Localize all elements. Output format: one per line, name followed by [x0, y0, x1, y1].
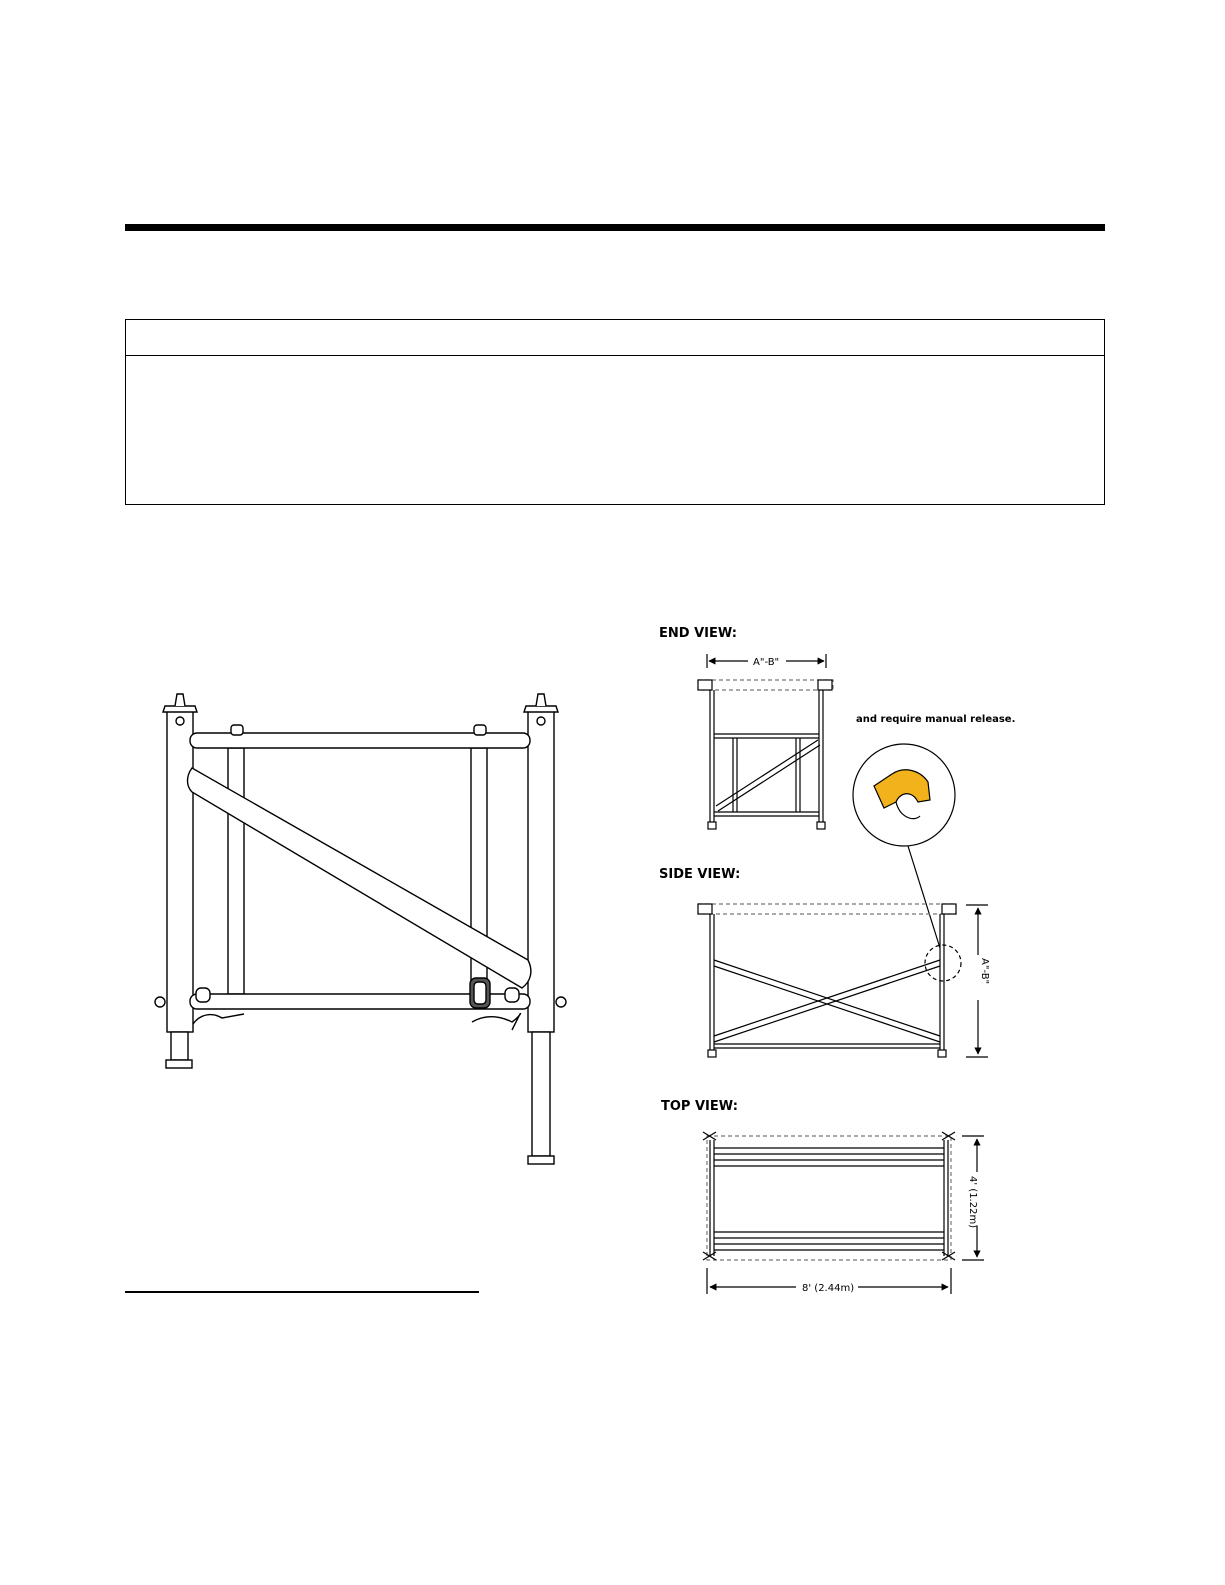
top-view-label: TOP VIEW: [661, 1099, 738, 1114]
top-view-drawing [703, 1132, 984, 1294]
footnote-rule [125, 1291, 479, 1293]
callout-text: and require manual release. [856, 714, 1016, 725]
side-view-label: SIDE VIEW: [659, 867, 741, 882]
side-view-drawing [698, 904, 988, 1057]
top-view-length-dim: 8' (2.44m) [802, 1283, 855, 1294]
top-view-corner-clips [703, 1132, 955, 1260]
end-view-width-dim: A"-B" [753, 657, 780, 668]
side-view-height-dim: A"-B" [979, 958, 990, 985]
end-view-label: END VIEW: [659, 626, 737, 641]
end-view-drawing [698, 654, 833, 829]
top-view-depth-dim: 4' (1.22m) [967, 1176, 978, 1229]
